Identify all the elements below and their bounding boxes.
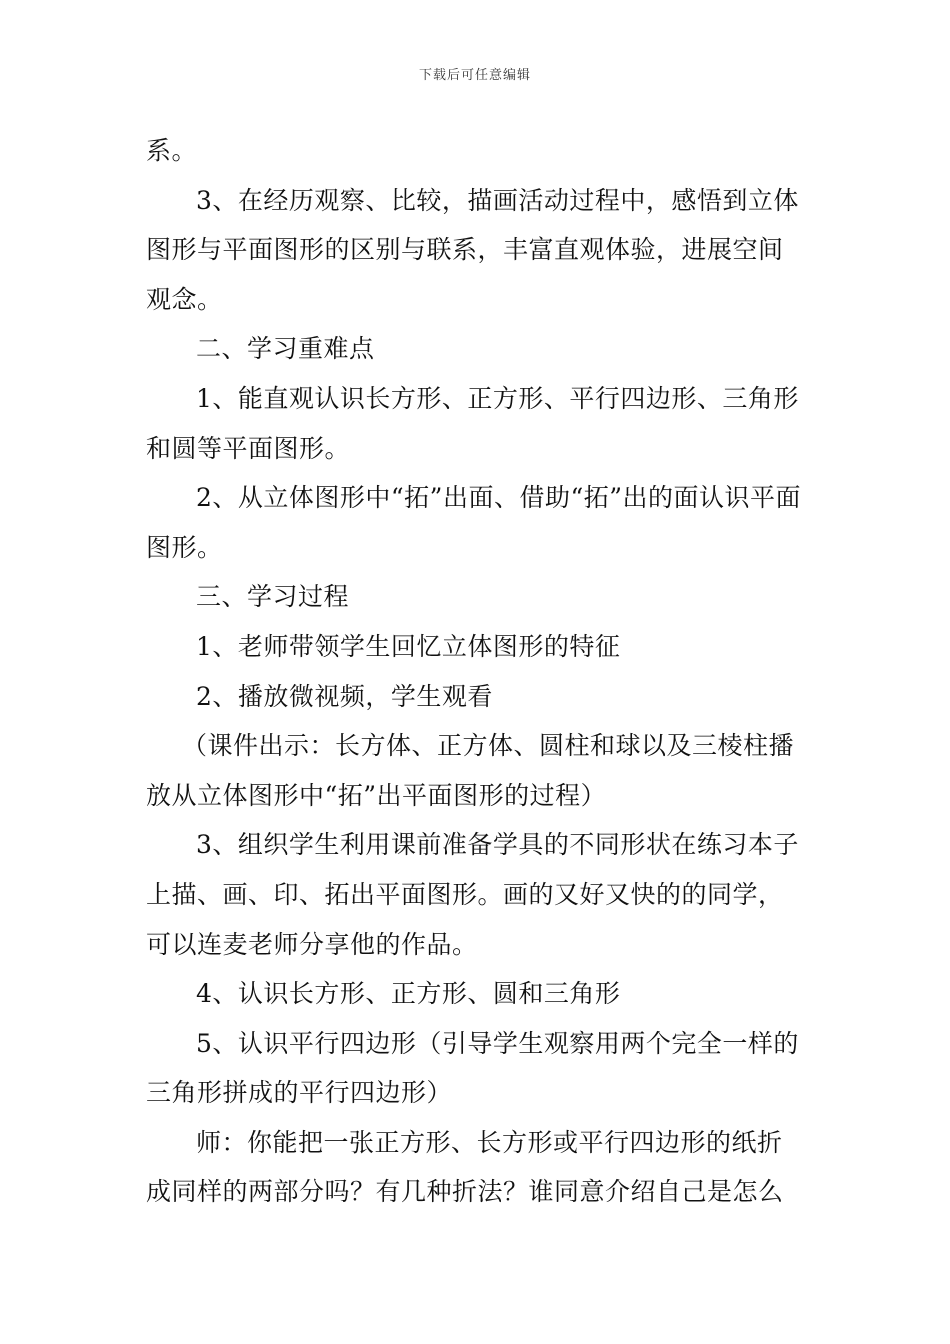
page-header: 下载后可任意编辑 [418,68,531,83]
paragraph-process-5: 5、认识平行四边形（引导学生观察用两个完全一样的三角形拼成的平行四边形） [146,1028,799,1108]
document-body [146,126,806,1217]
paragraph-key-point-1: 1、能直观认识长方形、正方形、平行四边形、三角形和圆等平面图形。 [146,383,799,463]
section-heading-process: 三、学习过程 [196,582,350,612]
paragraph-process-4: 4、认识长方形、正方形、圆和三角形 [196,979,621,1009]
paragraph-key-point-2: 2、从立体图形中“拓”出面、借助“拓”出的面认识平面图形。 [146,483,802,562]
paragraph-teacher-question: 师：你能把一张正方形、长方形或平行四边形的纸折成同样的两部分吗？有几种折法？谁同意介绍自己是怎么 [146,1127,784,1207]
section-heading-key-points: 二、学习重难点 [196,334,375,364]
paragraph-process-1: 1、老师带领学生回忆立体图形的特征 [196,631,621,661]
paragraph-continuation: 系。 [146,136,198,165]
paragraph-process-2: 2、播放微视频，学生观看 [196,681,493,711]
paragraph-objective-3: 3、在经历观察、比较，描画活动过程中，感悟到立体图形与平面图形的区别与联系，丰富直观体验，进展空间观念。 [146,185,799,314]
paragraph-process-3: 3、组织学生利用课前准备学具的不同形状在练习本子上描、画、印、拓出平面图形。画的又好又快的的同学，可以连麦老师分享他的作品。 [146,830,799,959]
paragraph-courseware-note: （课件出示：长方体、正方体、圆柱和球以及三棱柱播放从立体图形中“拓”出平面图形的过程） [146,731,795,810]
